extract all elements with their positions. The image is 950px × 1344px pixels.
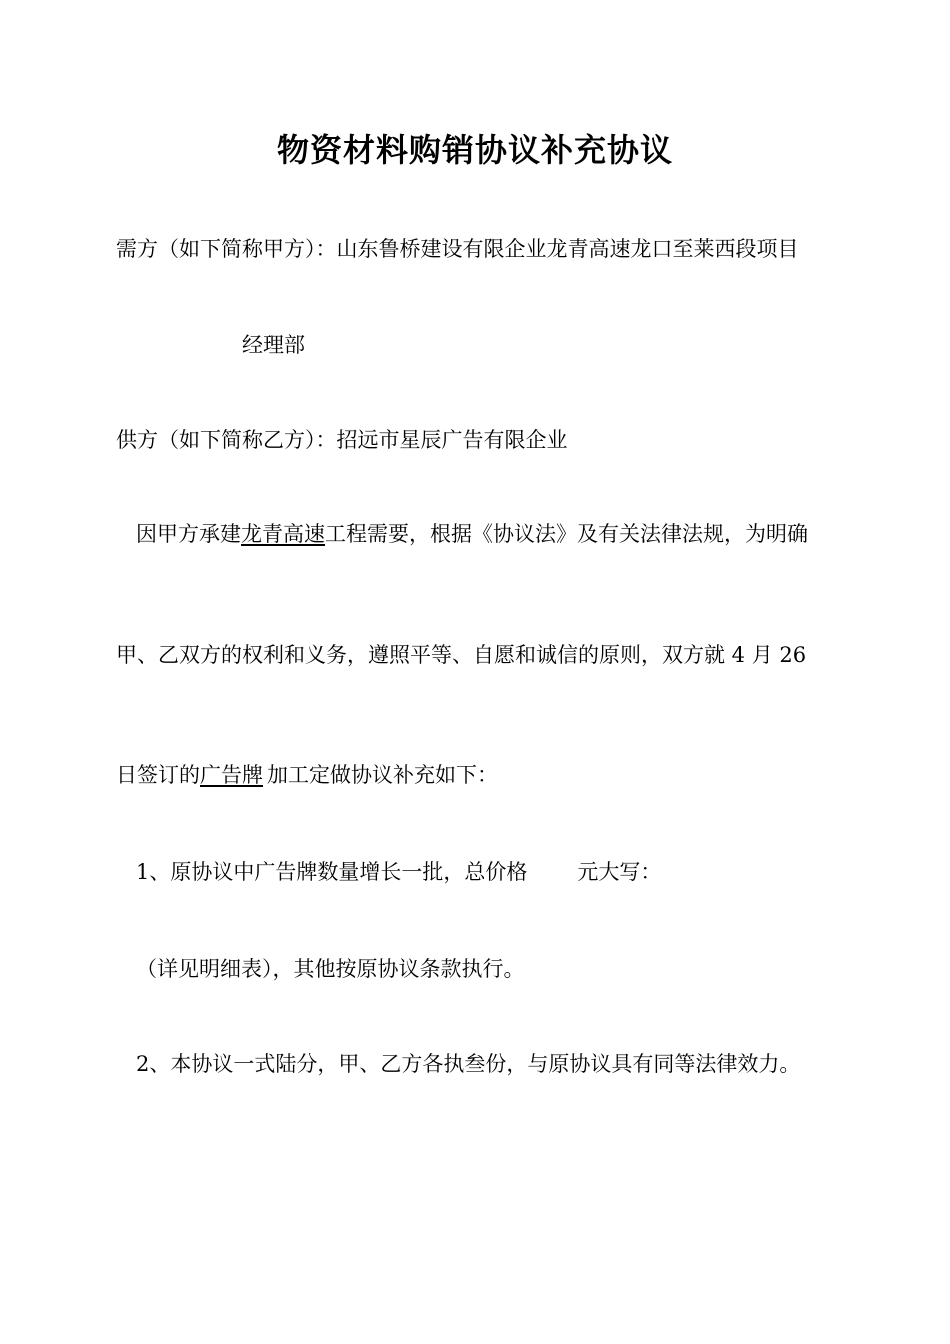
- clause-1-amount-in-words-label: 元大写：: [577, 860, 662, 884]
- item-name: 广告牌: [200, 763, 263, 787]
- intro-text: 加工定做协议补充如下：: [267, 763, 498, 787]
- clause-1-text: 1、原协议中广告牌数量增长一批，总价格: [136, 860, 528, 884]
- buyer-label: 需方（如下简称甲方）：: [116, 237, 337, 261]
- clause-1-line-1: [136, 859, 661, 885]
- supplier-line: [116, 427, 568, 453]
- intro-text: 工程需要，根据《协议法》及有关法律法规，为明确: [325, 522, 808, 546]
- buyer-name: 山东鲁桥建设有限企业龙青高速龙口至莱西段项目: [336, 237, 799, 261]
- supplier-label: 供方（如下简称乙方）：: [116, 428, 337, 452]
- intro-line-1: [136, 521, 808, 547]
- intro-text: 日签订的: [116, 763, 200, 787]
- project-name: 龙青高速: [241, 522, 325, 546]
- buyer-line: [116, 236, 799, 262]
- clause-2: 2、本协议一式陆分，甲、乙方各执叁份，与原协议具有同等法律效力。: [136, 1052, 801, 1076]
- intro-line-2: 甲、乙双方的权利和义务，遵照平等、自愿和诚信的原则，双方就 4 月 26: [116, 643, 807, 667]
- supplier-name: 招远市星辰广告有限企业: [336, 428, 568, 452]
- intro-text: 因甲方承建: [136, 522, 241, 546]
- intro-line-3: [116, 762, 498, 788]
- clause-1-line-2: （详见明细表），其他按原协议条款执行。: [136, 957, 525, 981]
- document-title: 物资材料购销协议补充协议: [276, 131, 673, 169]
- buyer-name-continued: 经理部: [242, 333, 305, 357]
